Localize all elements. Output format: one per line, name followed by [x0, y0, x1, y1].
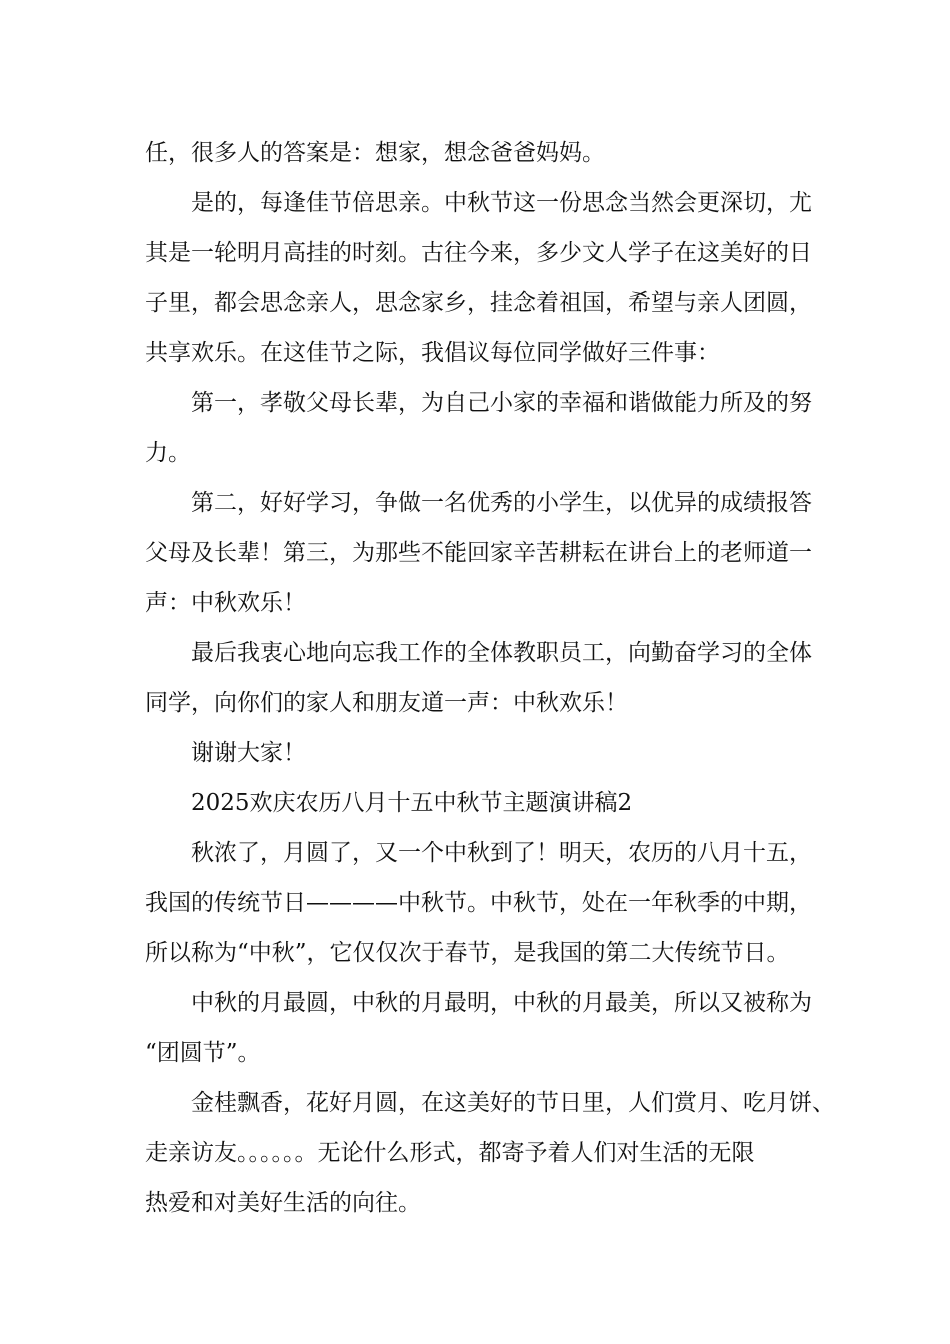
text-line: 子里，都会思念亲人，思念家乡，挂念着祖国，希望与亲人团圆， — [145, 290, 812, 316]
section-title: 2025欢庆农历八月十五中秋节主题演讲稿2 — [191, 790, 633, 816]
text-line: 力。 — [145, 440, 191, 466]
text-line: 同学，向你们的家人和朋友道一声：中秋欢乐！ — [145, 690, 628, 716]
text-line: 我国的传统节日————中秋节。中秋节，处在一年秋季的中期， — [145, 890, 812, 916]
text-line: 父母及长辈！第三，为那些不能回家辛苦耕耘在讲台上的老师道一 — [145, 540, 812, 566]
text-line: 最后我衷心地向忘我工作的全体教职员工，向勤奋学习的全体 — [191, 640, 812, 666]
text-line: 第一，孝敬父母长辈，为自己小家的幸福和谐做能力所及的努 — [191, 390, 812, 416]
text-line: 谢谢大家！ — [191, 740, 306, 766]
text-line: 任，很多人的答案是：想家，想念爸爸妈妈。 — [145, 140, 605, 166]
text-line: 其是一轮明月高挂的时刻。古往今来，多少文人学子在这美好的日 — [145, 240, 812, 266]
text-line: 秋浓了，月圆了，又一个中秋到了！明天，农历的八月十五， — [191, 840, 812, 866]
text-line: 热爱和对美好生活的向往。 — [145, 1190, 421, 1216]
document-body — [145, 128, 835, 1228]
text-line: 金桂飘香，花好月圆，在这美好的节日里，人们赏月、吃月饼、 — [191, 1090, 835, 1116]
text-line: 所以称为“中秋”，它仅仅次于春节，是我国的第二大传统节日。 — [145, 940, 790, 966]
text-line: 走亲访友。。。。。。无论什么形式，都寄予着人们对生活的无限 — [145, 1140, 755, 1166]
text-line: 第二，好好学习，争做一名优秀的小学生，以优异的成绩报答 — [191, 490, 812, 516]
text-line: “团圆节”。 — [145, 1040, 261, 1066]
text-line: 是的，每逢佳节倍思亲。中秋节这一份思念当然会更深切，尤 — [191, 190, 812, 216]
text-line: 共享欢乐。在这佳节之际，我倡议每位同学做好三件事： — [145, 340, 720, 366]
text-line: 中秋的月最圆，中秋的月最明，中秋的月最美，所以又被称为 — [191, 990, 812, 1016]
text-line: 声：中秋欢乐！ — [145, 590, 306, 616]
